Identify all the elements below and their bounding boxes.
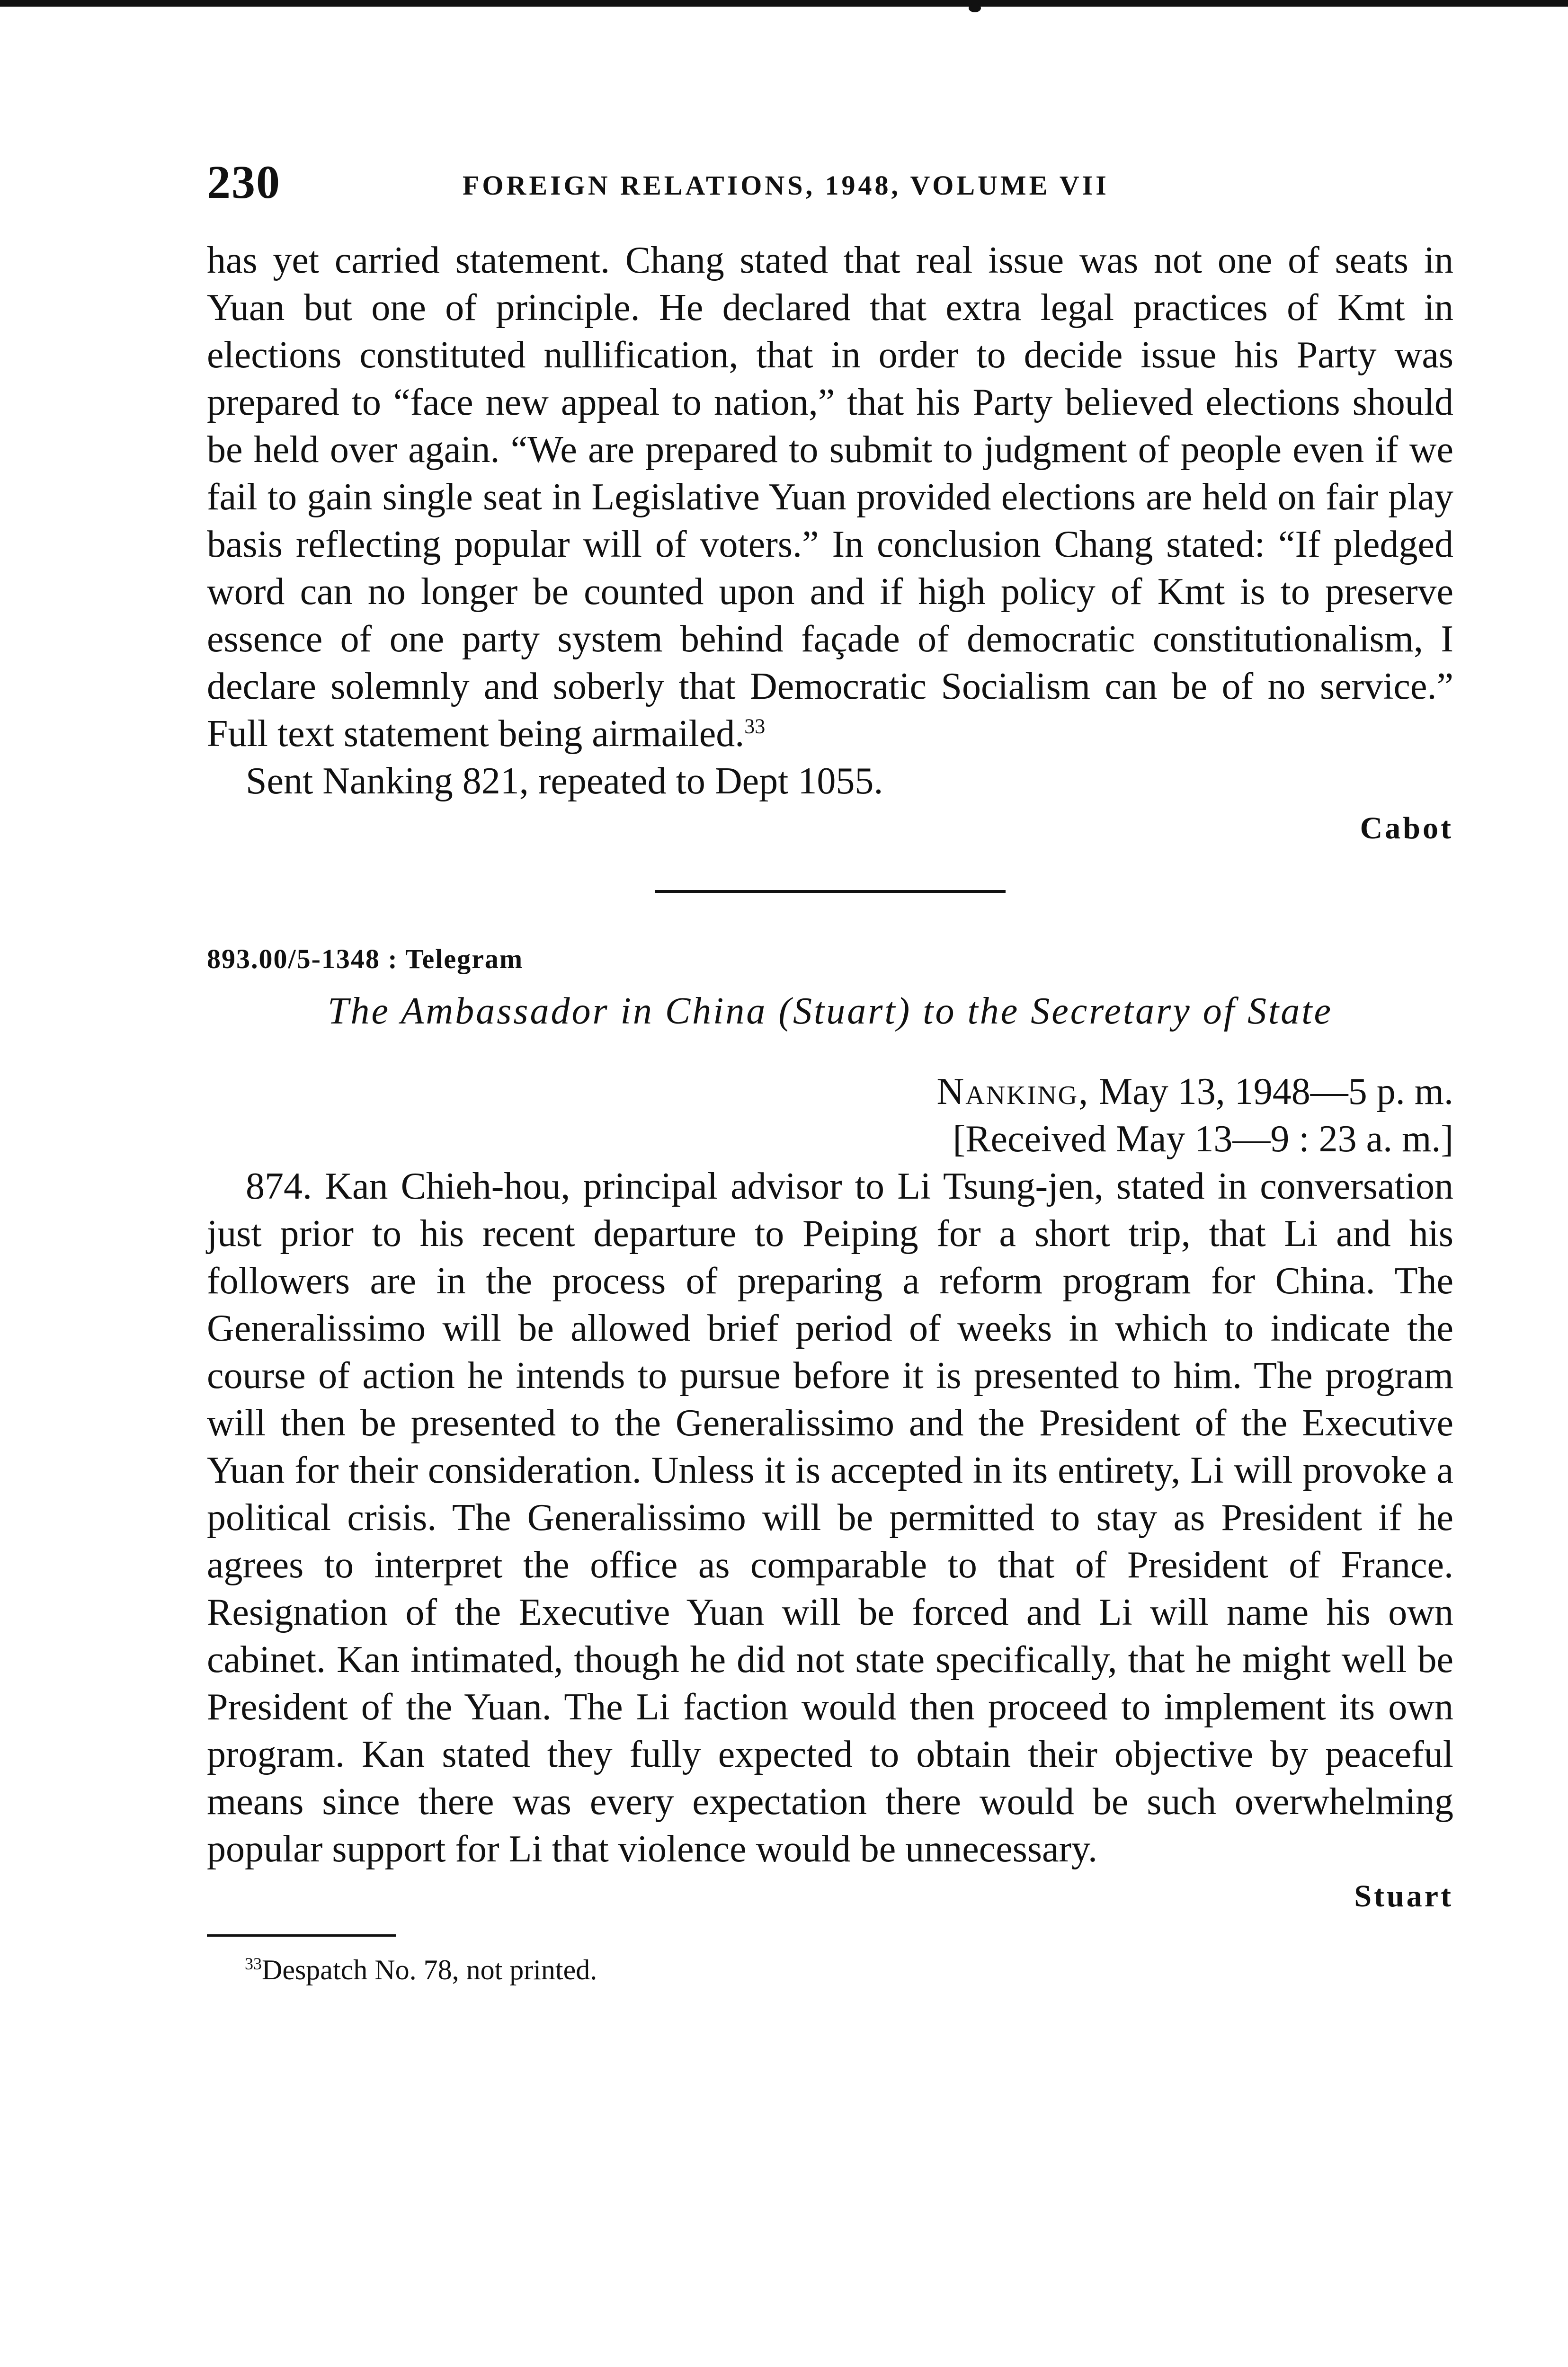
- footnote-reference: 33: [744, 714, 766, 738]
- footnote-text: Despatch No. 78, not printed.: [262, 1954, 597, 1985]
- running-title: FOREIGN RELATIONS, 1948, VOLUME VII: [463, 170, 1109, 201]
- section-divider: [655, 890, 1006, 893]
- continued-paragraph-text: has yet carried statement. Chang stated that real issue was not one of seats in Yuan but one of principle. He declared that extra legal practices of Kmt in elections constituted nullification, that in order to decide issue his Party was prepared to “face new appeal to nation,” that his Party believed elections should be held over again. “We are prepared to submit to judgment of people even if we fail to gain single seat in Legislative Yuan provided elections are held on fair play basis reflecting popular will of voters.” In conclusion Chang stated: “If pledged word can no longer be counted upon and if high policy of Kmt is to preserve essence of one party system behind façade of democratic constitutionalism, I declare solemnly and soberly that Democratic Socialism can be of no service.” Full text statement being airmailed.: [207, 240, 1453, 755]
- telegram-paragraph: 874. Kan Chieh-hou, principal advisor to Li Tsung-jen, stated in conversation just prior to his recent departure to Peiping for a short trip, that Li and his followers are in the process of preparing a reform program for China. The Generalissimo will be allowed brief period of weeks in which to indicate the course of action he intends to pursue before it is presented to him. The program will then be presented to the Generalissimo and the President of the Executive Yuan for their consideration. Unless it is accepted in its entirety, Li will provoke a political crisis. The Generalissimo will be permitted to stay as President if he agrees to interpret the office as comparable to that of President of France. Resignation of the Executive Yuan will be forced and Li will name his own cabinet. Kan intimated, though he did not state specifically, that he might well be President of the Yuan. The Li faction would then proceed to implement its own program. Kan stated they fully expected to obtain their objective by peaceful means since there was every expectation there would be such overwhelming popular support for Li that violence would be unnecessary.: [207, 1166, 1453, 1870]
- footnote-number: 33: [245, 1954, 262, 1973]
- signature-stuart: Stuart: [1354, 1879, 1453, 1913]
- sent-line: Sent Nanking 821, repeated to Dept 1055.: [246, 760, 883, 802]
- top-edge-mark: [969, 4, 981, 12]
- footnote: [245, 1951, 1453, 1989]
- continued-paragraph: [207, 237, 1453, 757]
- top-edge-rule: [0, 0, 1568, 7]
- page-body: [207, 237, 1453, 1989]
- page-number: 230: [207, 156, 281, 208]
- document-heading: The Ambassador in China (Stuart) to the Secretary of State: [328, 990, 1333, 1032]
- footnote-rule: [207, 1934, 396, 1937]
- signature-cabot: Cabot: [1360, 811, 1453, 845]
- received-line: [Received May 13—9 : 23 a. m.]: [953, 1118, 1453, 1160]
- dateline: [207, 1068, 1453, 1115]
- file-reference: 893.00/5-1348 : Telegram: [207, 943, 524, 974]
- page-header: [207, 156, 1453, 208]
- dateline-place: Nanking,: [936, 1071, 1090, 1112]
- dateline-date: May 13, 1948—5 p. m.: [1089, 1071, 1453, 1112]
